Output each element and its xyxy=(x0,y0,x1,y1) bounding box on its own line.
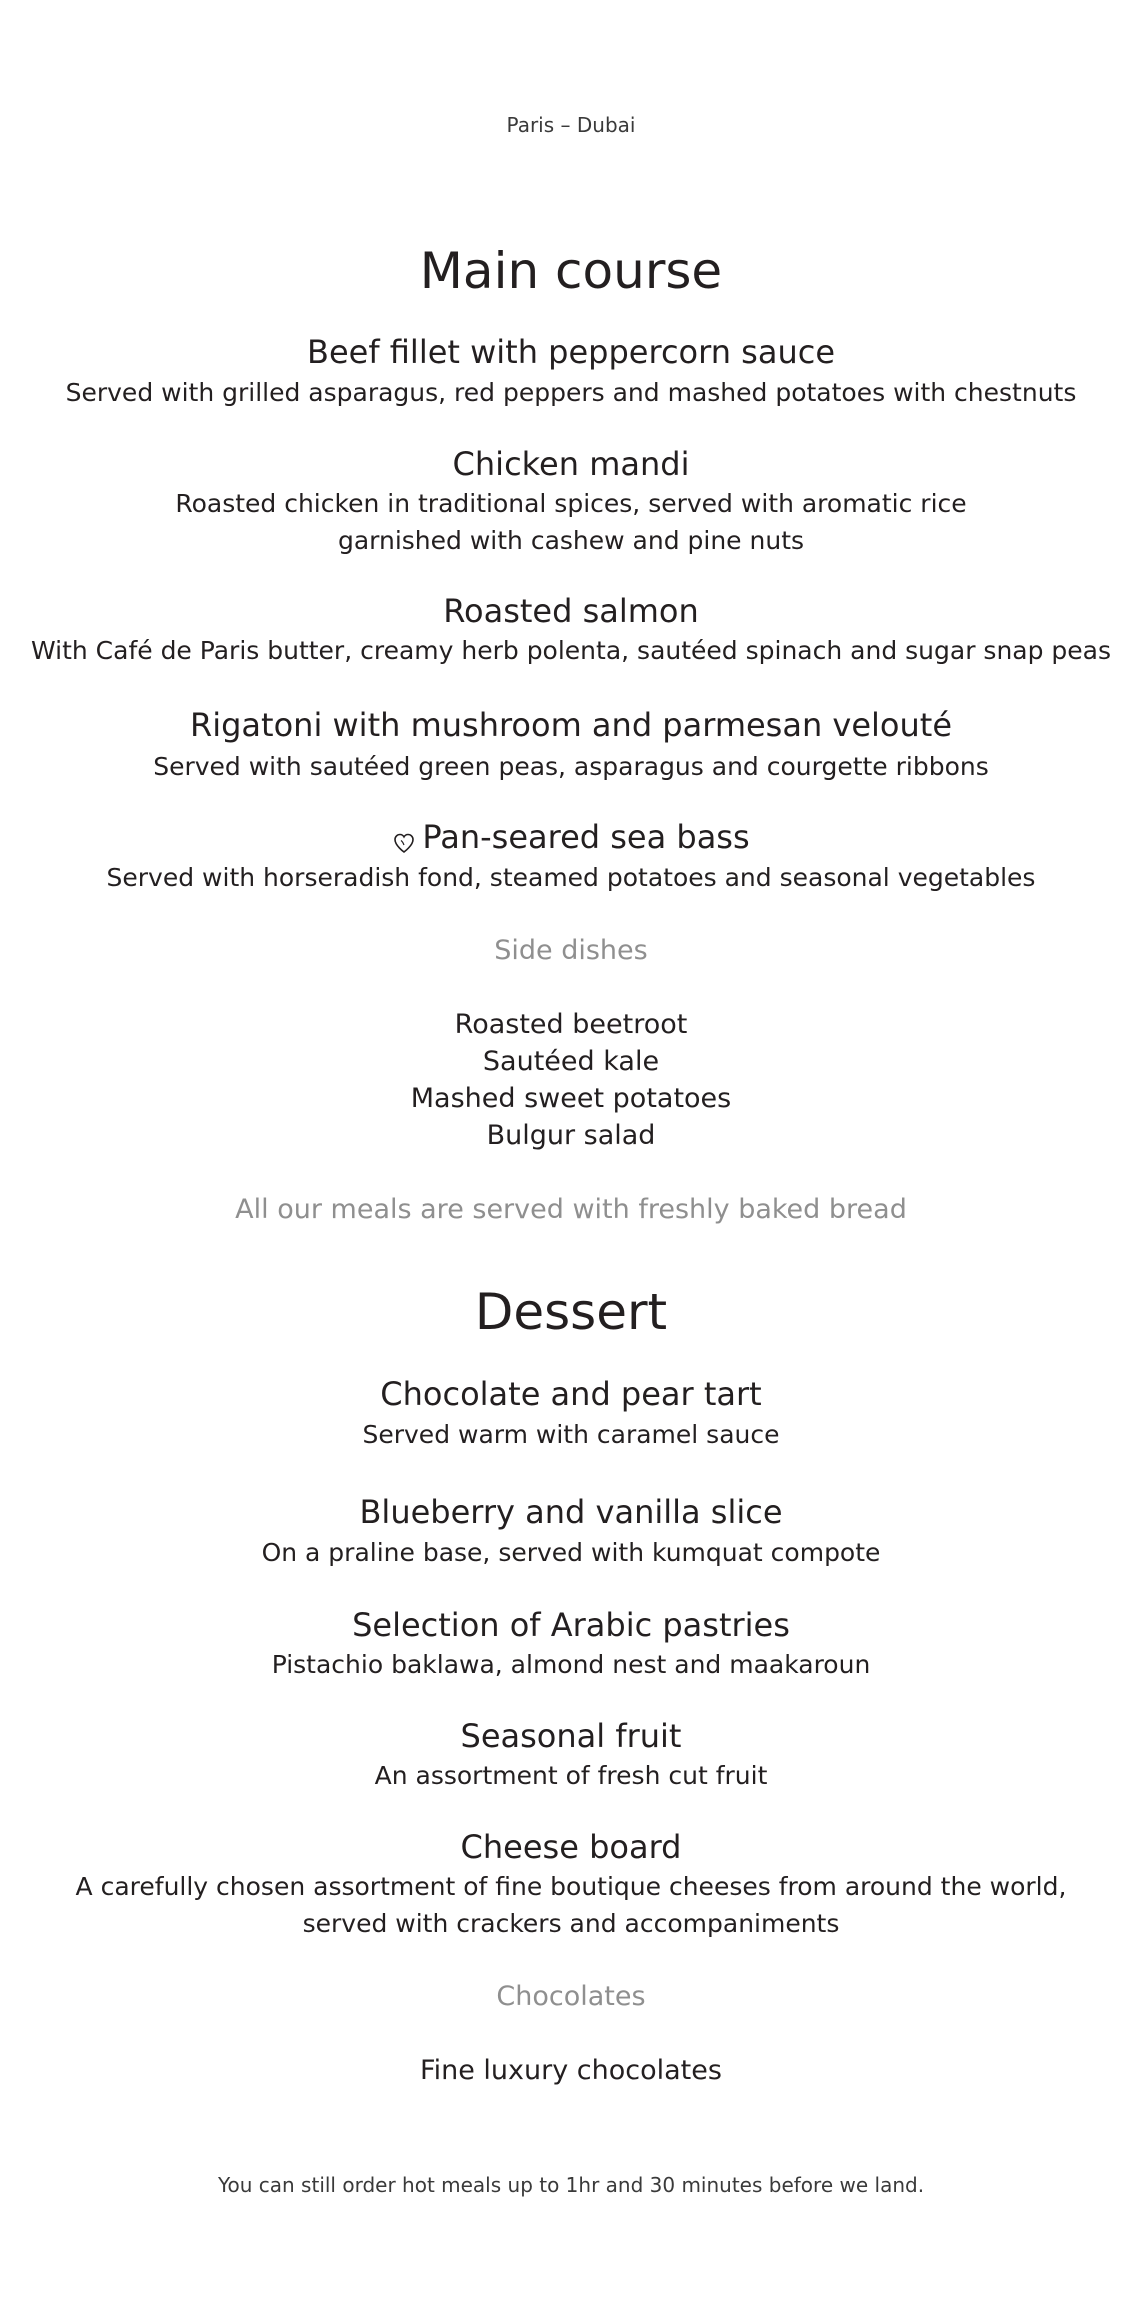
dish-description: With Café de Paris butter, creamy herb polenta, sautéed spinach and sugar snap peas xyxy=(30,636,1112,665)
dessert-description: Pistachio baklawa, almond nest and maakaroun xyxy=(271,1650,871,1679)
chocolates-item: Fine luxury chocolates xyxy=(420,2055,722,2086)
dish-name: Roasted salmon xyxy=(443,592,699,630)
side-dishes-title: Side dishes xyxy=(494,935,648,966)
dessert-description: Served warm with caramel sauce xyxy=(362,1420,780,1449)
dish-name: Beef fillet with peppercorn sauce xyxy=(307,333,835,371)
dish-description: Served with sautéed green peas, asparagus and courgette ribbons xyxy=(153,752,989,781)
bread-note: All our meals are served with freshly baked bread xyxy=(235,1194,907,1225)
dessert-name: Selection of Arabic pastries xyxy=(352,1606,790,1644)
dish-name: Chicken mandi xyxy=(452,445,690,483)
chocolates-title: Chocolates xyxy=(496,1981,646,2012)
dish-description: Served with horseradish fond, steamed potatoes and seasonal vegetables xyxy=(106,863,1036,892)
dessert-name: Cheese board xyxy=(460,1828,682,1866)
side-dish-item: Roasted beetroot xyxy=(454,1009,688,1040)
dish-description: Roasted chicken in traditional spices, served with aromatic rice xyxy=(175,489,967,518)
dish-name: Rigatoni with mushroom and parmesan velouté xyxy=(189,706,953,744)
side-dish-item: Bulgur salad xyxy=(486,1120,656,1151)
dish-description: garnished with cashew and pine nuts xyxy=(337,526,805,555)
dessert-name: Chocolate and pear tart xyxy=(380,1375,762,1413)
footer-note: You can still order hot meals up to 1hr and 30 minutes before we land. xyxy=(217,2173,925,2197)
dessert-name: Seasonal fruit xyxy=(460,1717,682,1755)
dessert-name: Blueberry and vanilla slice xyxy=(359,1493,783,1531)
dessert-description: served with crackers and accompaniments xyxy=(302,1909,840,1938)
dessert-description: A carefully chosen assortment of fine boutique cheeses from around the world, xyxy=(75,1872,1067,1901)
route-label: Paris – Dubai xyxy=(506,113,636,137)
main-course-title: Main course xyxy=(419,242,723,300)
dessert-description: An assortment of fresh cut fruit xyxy=(374,1761,768,1790)
dessert-description: On a praline base, served with kumquat compote xyxy=(261,1538,881,1567)
side-dish-item: Sautéed kale xyxy=(482,1046,660,1077)
dish-name-with-icon xyxy=(0,818,1142,856)
dessert-title: Dessert xyxy=(474,1283,668,1341)
heart-icon xyxy=(392,825,416,849)
side-dish-item: Mashed sweet potatoes xyxy=(410,1083,732,1114)
dish-description: Served with grilled asparagus, red peppers and mashed potatoes with chestnuts xyxy=(65,378,1077,407)
dish-name-text: Pan-seared sea bass xyxy=(422,818,750,856)
